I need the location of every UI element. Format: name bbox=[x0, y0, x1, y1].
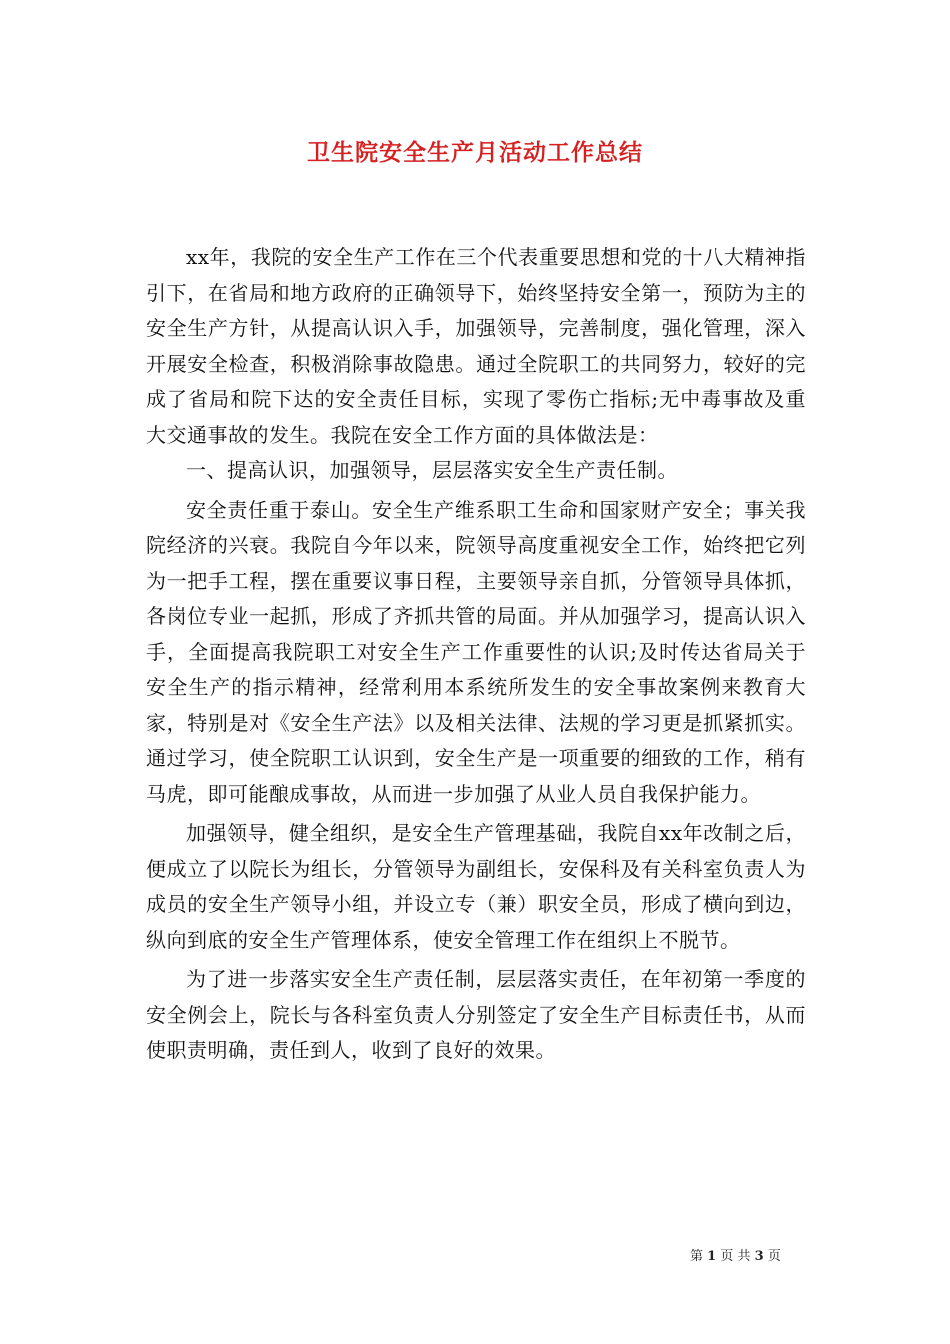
paragraph-responsibility: 安全责任重于泰山。安全生产维系职工生命和国家财产安全；事关我院经济的兴衰。我院自今年以来，院领导高度重视安全工作，始终把它列为一把手工程，摆在重要议事日程，主要领导亲自抓，分管领导具体抓，各岗位专业一起抓，形成了齐抓共管的局面。并从加强学习，提高认识入手，全面提高我院职工对安全生产工作重要性的认识;及时传达省局关于安全生产的指示精神，经常利用本系统所发生的安全事故案例来教育大家，特别是对《安全生产法》以及相关法律、法规的学习更是抓紧抓实。通过学习，使全院职工认识到，安全生产是一项重要的细致的工作，稍有马虎，即可能酿成事故，从而进一步加强了从业人员自我保护能力。 bbox=[146, 497, 806, 806]
paragraph-accountability: 为了进一步落实安全生产责任制，层层落实责任，在年初第一季度的安全例会上，院长与各科室负责人分别签定了安全生产目标责任书，从而使职责明确，责任到人，收到了良好的效果。 bbox=[146, 967, 806, 1062]
page-number-current: 1 bbox=[707, 1249, 717, 1264]
document-title: 卫生院安全生产月活动工作总结 bbox=[307, 140, 643, 166]
page-number-total: 3 bbox=[754, 1249, 764, 1264]
page-number-prefix: 第 bbox=[690, 1249, 704, 1264]
section-heading-1: 一、提高认识，加强领导，层层落实安全生产责任制。 bbox=[186, 458, 678, 482]
document-body bbox=[146, 240, 806, 1069]
page-number bbox=[690, 1245, 781, 1264]
paragraph-intro: xx年，我院的安全生产工作在三个代表重要思想和党的十八大精神指引下，在省局和地方政府的正确领导下，始终坚持安全第一，预防为主的安全生产方针，从提高认识入手，加强领导，完善制度，强化管理，深入开展安全检查，积极消除事故隐患。通过全院职工的共同努力，较好的完成了省局和院下达的安全责任目标，实现了零伤亡指标;无中毒事故及重大交通事故的发生。我院在安全工作方面的具体做法是： bbox=[146, 245, 806, 447]
paragraph-organization: 加强领导，健全组织，是安全生产管理基础，我院自xx年改制之后，便成立了以院长为组长，分管领导为副组长，安保科及有关科室负责人为成员的安全生产领导小组，并设立专（兼）职安全员，形成了横向到边，纵向到底的安全生产管理体系，使安全管理工作在组织上不脱节。 bbox=[146, 821, 806, 952]
page-number-suffix: 页 bbox=[767, 1249, 781, 1264]
page-number-middle: 页 共 bbox=[720, 1249, 751, 1264]
